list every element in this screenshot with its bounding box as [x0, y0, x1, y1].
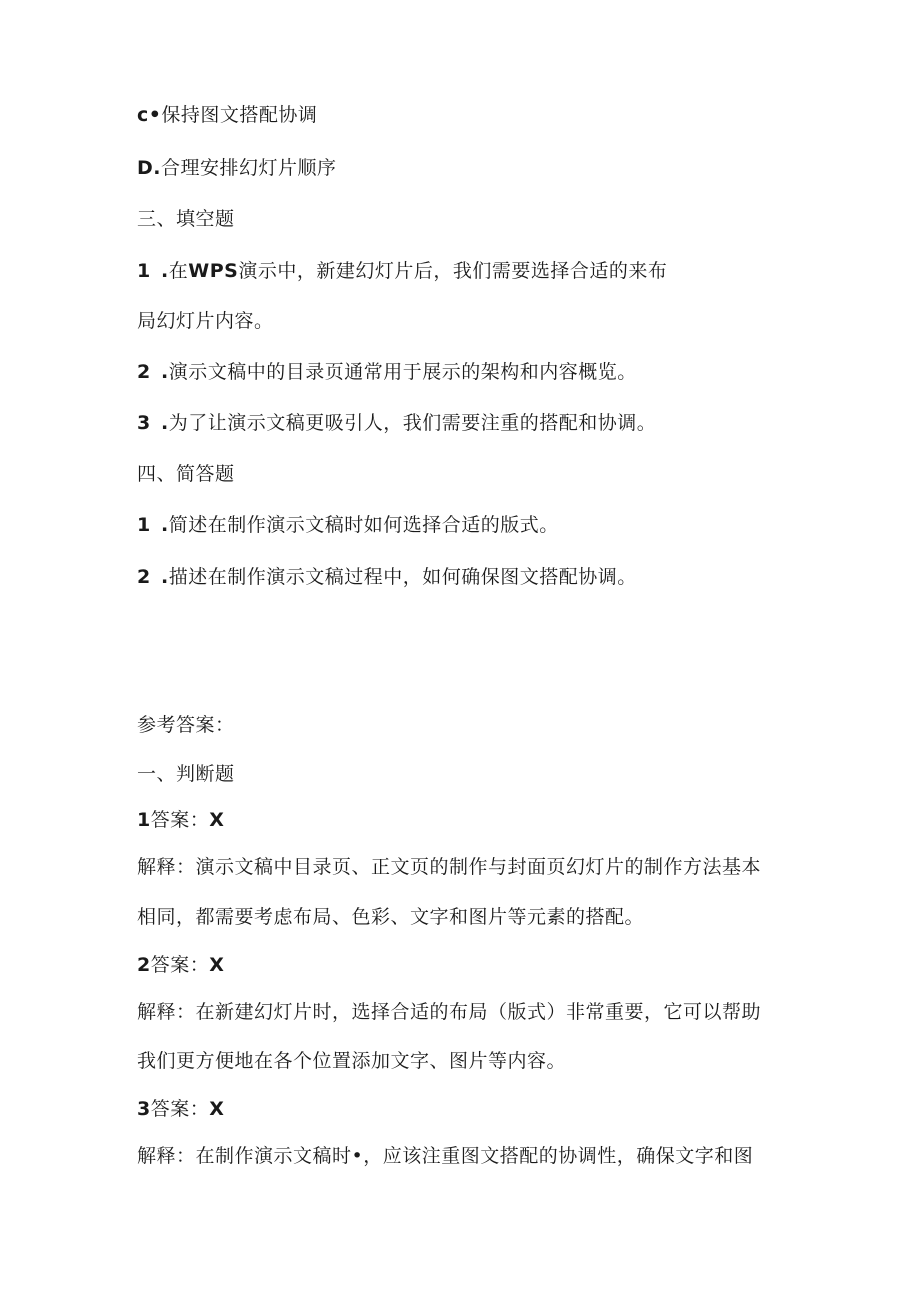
fill-question-1	[137, 259, 667, 283]
answer-number: 2	[137, 954, 151, 976]
answer-label: 答案：	[150, 954, 210, 976]
section-title-fill-blank: 三、填空题	[137, 208, 235, 230]
fill-question-3	[137, 411, 656, 435]
option-c	[137, 103, 317, 127]
answer-1-explanation-continued: 相同，都需要考虑布局、色彩、文字和图片等元素的搭配。	[137, 906, 645, 928]
question-text-bold: WPS	[188, 260, 239, 282]
option-c-prefix: c•	[137, 104, 162, 126]
question-number: 1	[137, 260, 151, 282]
answer-number: 3	[137, 1098, 151, 1120]
question-text-post: 演示中，新建幻灯片后，我们需要选择合适的来布	[238, 260, 668, 282]
answer-number: 1	[137, 809, 151, 831]
question-text: 简述在制作演示文稿时如何选择合适的版式。	[168, 514, 559, 536]
option-d-text: 合理安排幻灯片顺序	[161, 157, 337, 179]
answer-3-label	[137, 1097, 224, 1121]
question-dot: .	[161, 566, 169, 588]
answer-2-label	[137, 953, 224, 977]
answer-value: X	[209, 1098, 225, 1120]
answer-2-explanation-continued: 我们更方便地在各个位置添加文字、图片等内容。	[137, 1050, 567, 1072]
question-dot: .	[161, 361, 169, 383]
question-text: 描述在制作演示文稿过程中，如何确保图文搭配协调。	[168, 566, 637, 588]
option-c-text: 保持图文搭配协调	[161, 104, 318, 126]
answer-2-explanation: 解释：在新建幻灯片时，选择合适的布局（版式）非常重要，它可以帮助	[137, 1001, 762, 1023]
fill-question-1-continued: 局幻灯片内容。	[137, 310, 274, 332]
answer-label: 答案：	[150, 1098, 210, 1120]
fill-question-2	[137, 360, 637, 384]
question-text: 为了让演示文稿更吸引人，我们需要注重的搭配和协调。	[168, 412, 657, 434]
question-number: 2	[137, 566, 151, 588]
question-number: 3	[137, 412, 151, 434]
question-dot: .	[161, 514, 169, 536]
short-question-1	[137, 513, 559, 537]
section-title-short-answer: 四、简答题	[137, 463, 235, 485]
answer-value: X	[209, 954, 225, 976]
short-question-2	[137, 565, 637, 589]
question-number: 2	[137, 361, 151, 383]
answer-3-explanation: 解释：在制作演示文稿时•，应该注重图文搭配的协调性，确保文字和图	[137, 1145, 754, 1167]
answer-1-explanation: 解释：演示文稿中目录页、正文页的制作与封面页幻灯片的制作方法基本	[137, 856, 762, 878]
question-dot: .	[161, 412, 169, 434]
answers-title: 参考答案：	[137, 714, 235, 736]
section-title-true-false: 一、判断题	[137, 763, 235, 785]
question-number: 1	[137, 514, 151, 536]
question-text: 演示文稿中的目录页通常用于展示的架构和内容概览。	[168, 361, 637, 383]
question-text-pre: 在	[168, 260, 189, 282]
option-d-prefix: D.	[137, 157, 161, 179]
answer-value: X	[209, 809, 225, 831]
answer-label: 答案：	[150, 809, 210, 831]
option-d	[137, 156, 337, 180]
question-dot: .	[161, 260, 169, 282]
answer-1-label	[137, 808, 224, 832]
